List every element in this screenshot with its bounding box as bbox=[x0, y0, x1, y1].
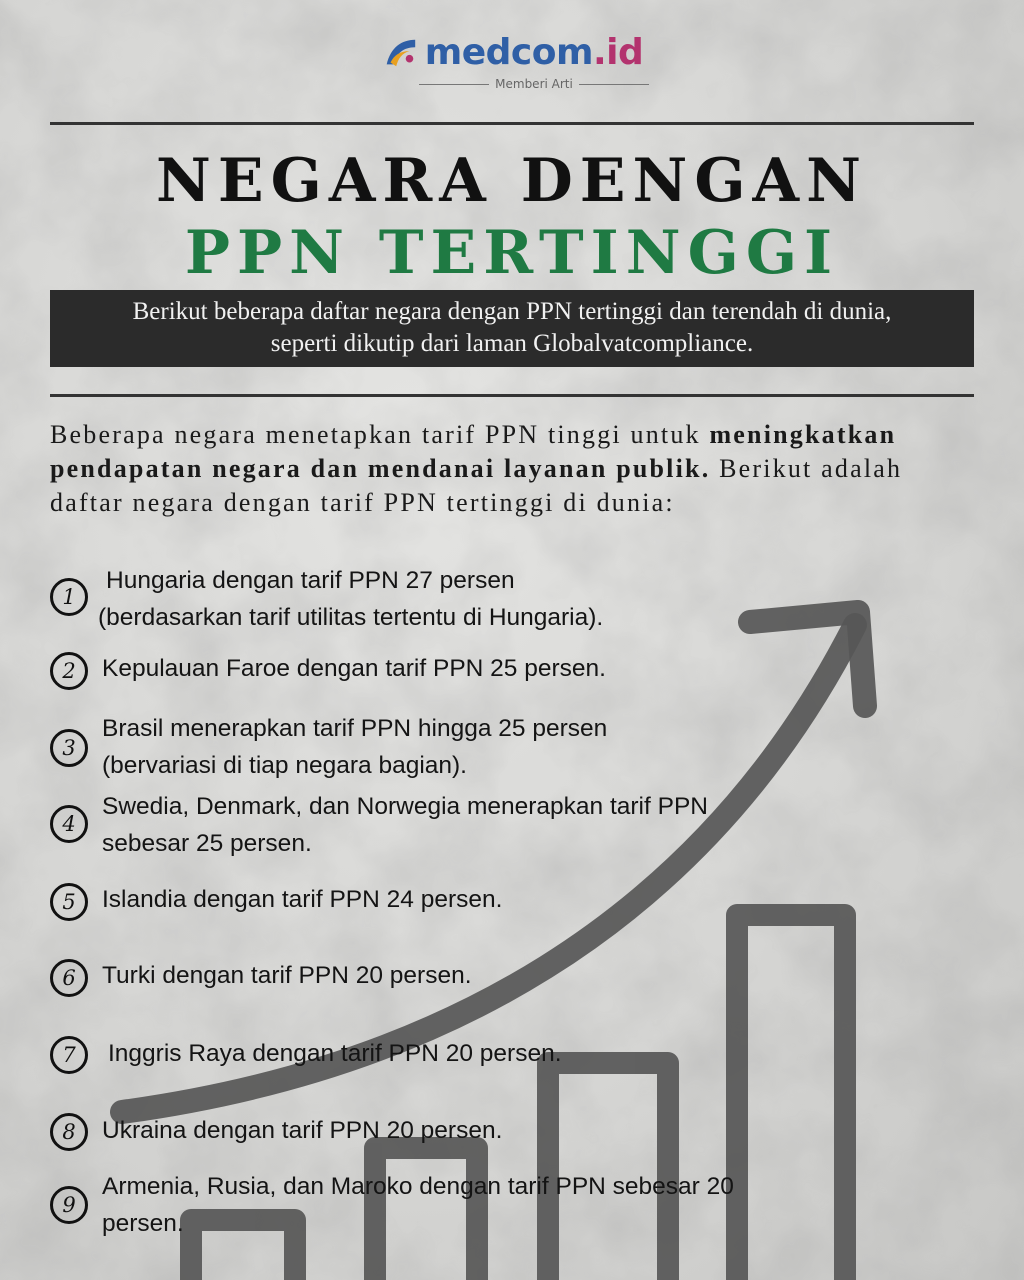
item-number-badge: 5 bbox=[50, 883, 88, 921]
item-number-badge: 4 bbox=[50, 805, 88, 843]
item-number-badge: 9 bbox=[50, 1186, 88, 1224]
page-title-line1: NEGARA DENGAN bbox=[156, 146, 868, 216]
item-text: Islandia dengan tarif PPN 24 persen. bbox=[102, 886, 503, 913]
item-number-badge: 7 bbox=[50, 1036, 88, 1074]
top-divider bbox=[50, 122, 974, 125]
brand-logo bbox=[0, 34, 1024, 91]
intro-paragraph bbox=[50, 418, 980, 520]
banner-line2: seperti dikutip dari laman Globalvatcompliance. bbox=[270, 330, 754, 357]
mid-divider bbox=[50, 394, 974, 397]
item-text: Brasil menerapkan tarif PPN hingga 25 persen (bervariasi di tiap negara bagian). bbox=[102, 715, 608, 779]
intro-bold-text: meningkatkan pendapatan negara dan mendanai layanan publik. bbox=[50, 420, 897, 483]
item-number-badge: 8 bbox=[50, 1113, 88, 1151]
medcom-logo-icon bbox=[381, 34, 419, 72]
item-number-badge: 2 bbox=[50, 652, 88, 690]
source-banner bbox=[50, 290, 974, 367]
item-text: Swedia, Denmark, dan Norwegia menerapkan tarif PPN sebesar 25 persen. bbox=[102, 793, 708, 857]
item-text: Turki dengan tarif PPN 20 persen. bbox=[102, 962, 472, 989]
item-text: Armenia, Rusia, dan Maroko dengan tarif PPN sebesar 20 persen. bbox=[102, 1173, 734, 1237]
brand-tagline: Memberi Arti bbox=[44, 77, 1024, 91]
item-text: Ukraina dengan tarif PPN 20 persen. bbox=[102, 1117, 503, 1144]
page-title-line2: PPN TERTINGGI bbox=[184, 218, 840, 288]
item-text: Kepulauan Faroe dengan tarif PPN 25 persen. bbox=[102, 655, 606, 682]
brand-name: medcom.id bbox=[424, 32, 644, 73]
intro-text-1: Beberapa negara menetapkan tarif PPN tinggi untuk bbox=[50, 420, 701, 449]
item-number-badge: 1 bbox=[50, 578, 88, 616]
chart-bar-4 bbox=[737, 915, 845, 1280]
item-text: Hungaria dengan tarif PPN 27 persen (berdasarkan tarif utilitas tertentu di Hungaria). bbox=[98, 567, 604, 631]
item-number-badge: 6 bbox=[50, 959, 88, 997]
item-text: Inggris Raya dengan tarif PPN 20 persen. bbox=[108, 1040, 562, 1067]
item-number-badge: 3 bbox=[50, 729, 88, 767]
intro-text-2: Berikut adalah daftar negara dengan tarif PPN tertinggi di dunia: bbox=[50, 454, 903, 517]
banner-line1: Berikut beberapa daftar negara dengan PPN tertinggi dan terendah di dunia, bbox=[132, 298, 892, 325]
